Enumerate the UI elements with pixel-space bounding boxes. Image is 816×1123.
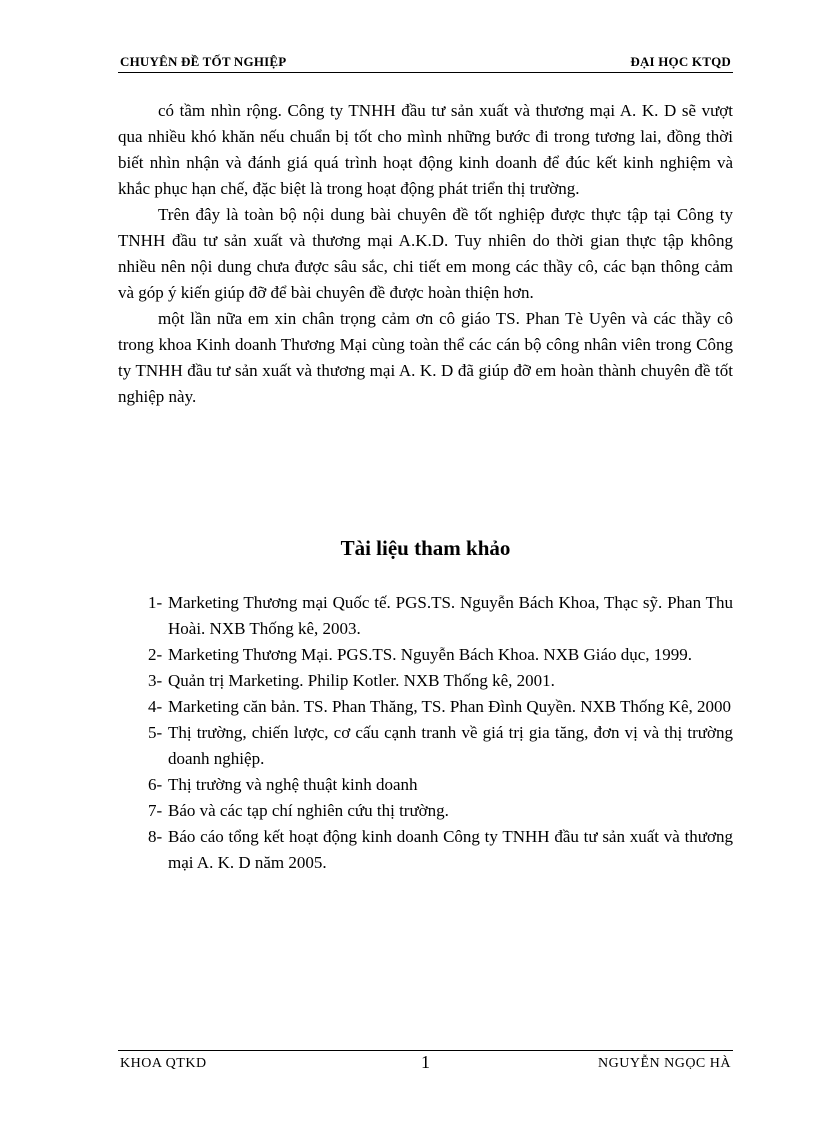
page-number: 1	[421, 1052, 430, 1072]
reference-text: Báo và các tạp chí nghiên cứu thị trường.	[168, 801, 449, 820]
references-title: Tài liệu tham khảo	[340, 536, 511, 560]
reference-text: Marketing căn bản. TS. Phan Thăng, TS. Phan Đình Quyền. NXB Thống Kê, 2000	[168, 697, 732, 716]
reference-text: Báo cáo tổng kết hoạt động kinh doanh Công ty TNHH đầu tư sản xuất và thương mại A. K. D năm 2005.	[168, 827, 733, 872]
reference-item	[148, 668, 733, 694]
references-list	[148, 590, 733, 876]
reference-number: 4-	[148, 697, 163, 716]
reference-item	[148, 590, 733, 642]
paragraph-2: Trên đây là toàn bộ nội dung bài chuyên đề tốt nghiệp được thực tập tại Công ty TNHH đầu tư sản xuất và thương mại A.K.D. Tuy nhiên do thời gian thực tập không nhiều nên nội dung chưa được sâu sắc, chi tiết em mong các thầy cô, các bạn thông cảm và góp ý kiến giúp đỡ để bài chuyên đề được hoàn thiện hơn.	[118, 205, 733, 302]
reference-item	[148, 642, 733, 668]
reference-number: 2-	[148, 645, 163, 664]
reference-item	[148, 772, 733, 798]
reference-number: 7-	[148, 801, 163, 820]
footer-author: NGUYỄN NGỌC HÀ	[598, 1056, 731, 1071]
reference-text: Marketing Thương Mại. PGS.TS. Nguyễn Bách Khoa. NXB Giáo dục, 1999.	[168, 645, 693, 664]
reference-number: 6-	[148, 775, 163, 794]
reference-text: Thị trường và nghệ thuật kinh doanh	[168, 775, 418, 794]
page-header	[118, 52, 733, 73]
reference-item	[148, 798, 733, 824]
reference-text: Quản trị Marketing. Philip Kotler. NXB Thống kê, 2001.	[168, 671, 555, 690]
reference-number: 3-	[148, 671, 163, 690]
reference-item	[148, 824, 733, 876]
paragraph-1: có tầm nhìn rộng. Công ty TNHH đầu tư sản xuất và thương mại A. K. D sẽ vượt qua nhiều khó khăn nếu chuẩn bị tốt cho mình những bước đi trong tương lai, đồng thời biết nhìn nhận và đánh giá quá trình hoạt động kinh doanh để đúc kết kinh nghiệm và khắc phục hạn chế, đặc biệt là trong hoạt động phát triển thị trường.	[118, 101, 733, 198]
reference-number: 5-	[148, 723, 163, 742]
reference-number: 8-	[148, 827, 163, 846]
reference-item	[148, 720, 733, 772]
page-footer	[118, 1050, 733, 1077]
paragraph-3: một lần nữa em xin chân trọng cảm ơn cô giáo TS. Phan Tè Uyên và các thầy cô trong khoa Kinh doanh Thương Mại cùng toàn thể các cán bộ công nhân viên trong Công ty TNHH đầu tư sản xuất và thương mại A. K. D đã giúp đỡ em hoàn thành chuyên đề tốt nghiệp này.	[118, 309, 733, 406]
reference-item	[148, 694, 733, 720]
reference-text: Marketing Thương mại Quốc tế. PGS.TS. Nguyễn Bách Khoa, Thạc sỹ. Phan Thu Hoài. NXB Thống kê, 2003.	[168, 593, 733, 638]
footer-department: KHOA QTKD	[120, 1056, 207, 1071]
body-text	[118, 98, 733, 410]
reference-number: 1-	[148, 593, 163, 612]
header-left-title: CHUYÊN ĐỀ TỐT NGHIỆP	[120, 54, 287, 69]
reference-text: Thị trường, chiến lược, cơ cấu cạnh tranh về giá trị gia tăng, đơn vị và thị trường doanh nghiệp.	[168, 723, 733, 768]
header-right-title: ĐẠI HỌC KTQD	[630, 54, 731, 69]
